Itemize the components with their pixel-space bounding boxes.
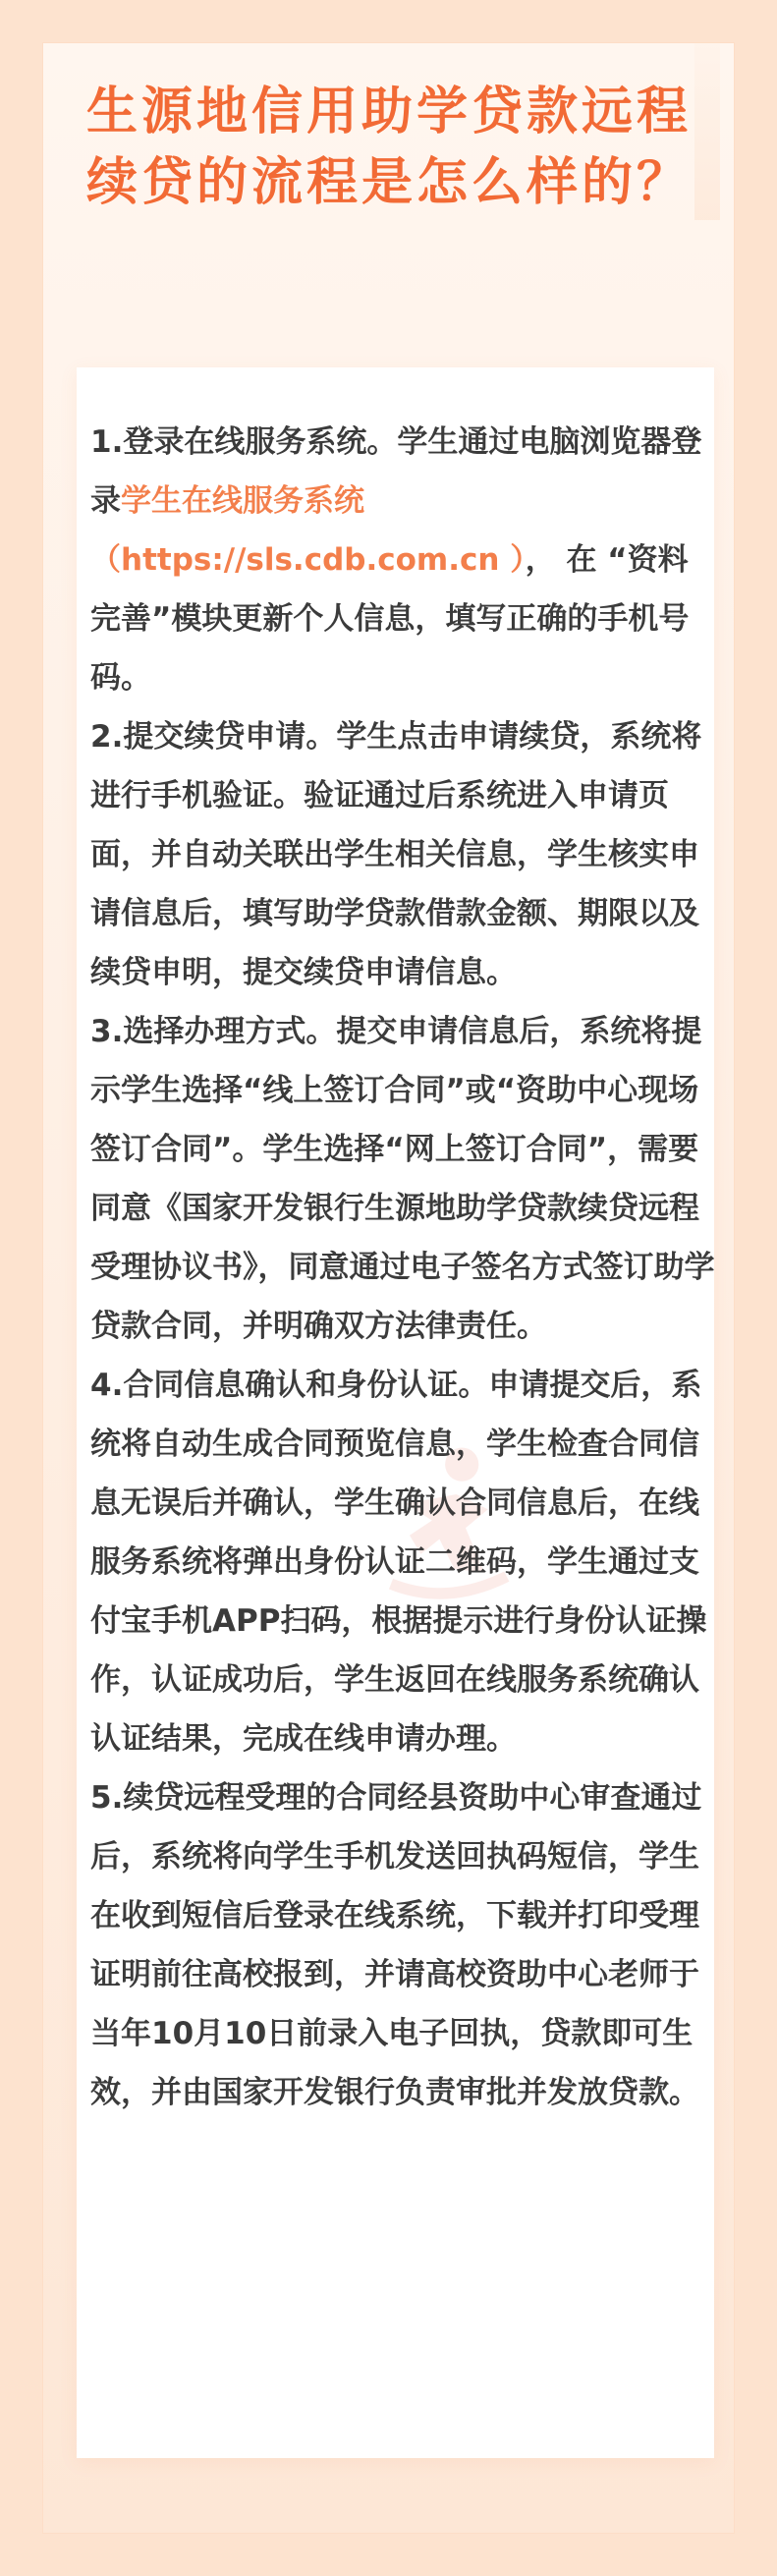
online-service-link[interactable]: 学生在线服务系统（https://sls.cdb.com.cn ）: [90, 483, 526, 578]
process-steps: [90, 413, 715, 2122]
step-1-text-before: 1.登录在线服务系统。学生通过电脑浏览器登录: [90, 424, 702, 519]
step-1: [90, 413, 715, 707]
step-1-text-after: ， 在 “资料完善”模块更新个人信息，填写正确的手机号码。: [90, 542, 690, 696]
step-3: 3.选择办理方式。提交申请信息后，系统将提示学生选择“线上签订合同”或“资助中心现场签订合同”。学生选择“网上签订合同”，需要同意《国家开发银行生源地助学贷款续贷远程受理协议书》，同意通过电子签名方式签订助学贷款合同，并明确双方法律责任。: [90, 1014, 715, 1344]
step-2: 2.提交续贷申请。学生点击申请续贷，系统将进行手机验证。验证通过后系统进入申请页面，并自动关联出学生相关信息，学生核实申请信息后，填写助学贷款借款金额、期限以及续贷申明，提交续贷申请信息。: [90, 719, 702, 990]
step-4: 4.合同信息确认和身份认证。申请提交后，系统将自动生成合同预览信息，学生检查合同信息无误后并确认，学生确认合同信息后，在线服务系统将弹出身份认证二维码，学生通过支付宝手机APP扫码，根据提示进行身份认证操作，认证成功后，学生返回在线服务系统确认认证结果，完成在线申请办理。: [90, 1368, 707, 1757]
step-5: 5.续贷远程受理的合同经县资助中心审查通过后，系统将向学生手机发送回执码短信，学生在收到短信后登录在线系统，下载并打印受理证明前往高校报到，并请高校资助中心老师于当年10月10日前录入电子回执，贷款即可生效，并由国家开发银行负责审批并发放贷款。: [90, 1780, 702, 2110]
page-title: 生源地信用助学贷款远程续贷的流程是怎么样的？: [86, 83, 693, 212]
